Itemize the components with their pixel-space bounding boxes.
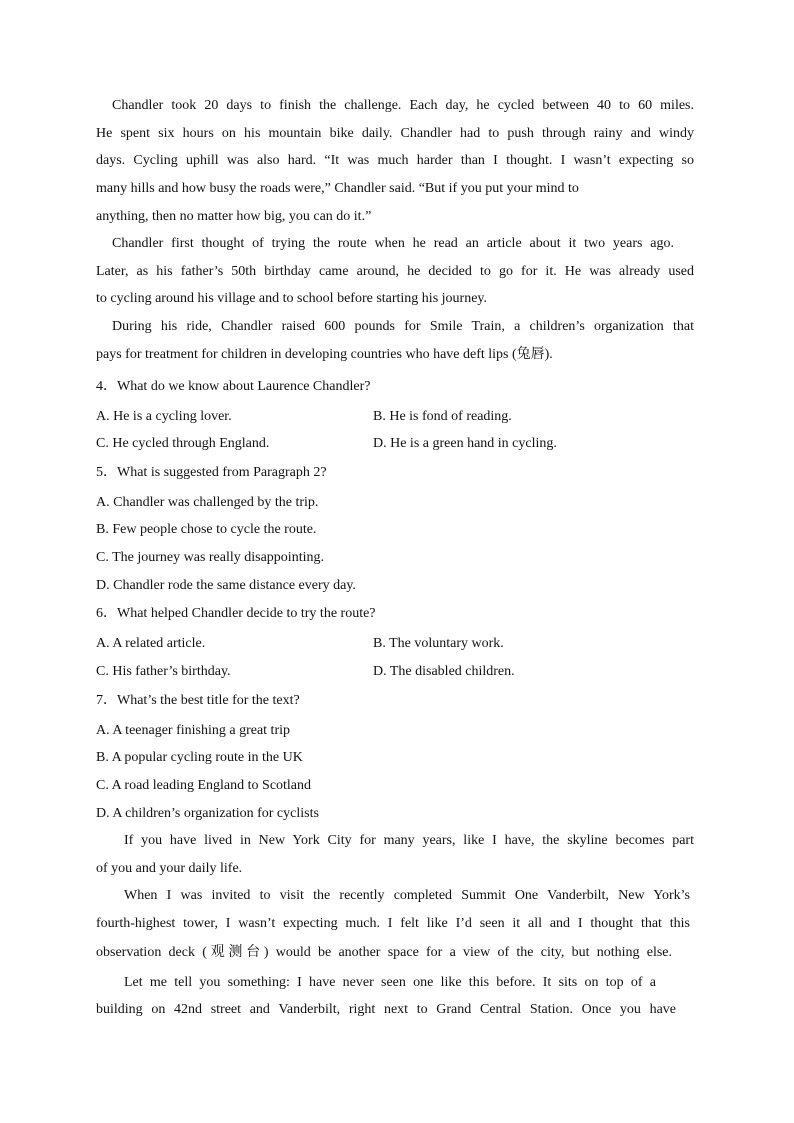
- question-4-stem: 4．What do we know about Laurence Chandler?: [96, 379, 371, 394]
- passage2-p2-line2: fourth-highest tower, I wasn’t expecting much. I felt like I’d seen it all and I thought that this: [96, 916, 690, 931]
- question-4-option-d: D. He is a green hand in cycling.: [373, 436, 557, 451]
- passage1-p3-line2: pays for treatment for children in developing countries who have deft lips (兔唇).: [96, 347, 553, 362]
- passage1-p1-line2: He spent six hours on his mountain bike daily. Chandler had to push through rainy and windy: [96, 126, 694, 141]
- question-6-option-c: C. His father’s birthday.: [96, 664, 231, 679]
- passage1-p1-line4: many hills and how busy the roads were,” Chandler said. “But if you put your mind to: [96, 181, 579, 196]
- question-5-option-d: D. Chandler rode the same distance every day.: [96, 578, 356, 593]
- passage2-p2-line1: When I was invited to visit the recently completed Summit One Vanderbilt, New York’s: [124, 888, 690, 903]
- passage1-p3-line1: During his ride, Chandler raised 600 pounds for Smile Train, a children’s organization that: [112, 319, 694, 334]
- passage2-p2-line3: observation deck (观测台) would be another space for a view of the city, but nothing else.: [96, 945, 672, 960]
- question-6-option-d: D. The disabled children.: [373, 664, 515, 679]
- question-7-option-a: A. A teenager finishing a great trip: [96, 723, 290, 738]
- passage1-p1-line3: days. Cycling uphill was also hard. “It was much harder than I thought. I wasn’t expecting so: [96, 153, 694, 168]
- passage1-p1-line1: Chandler took 20 days to finish the challenge. Each day, he cycled between 40 to 60 miles.: [112, 98, 694, 113]
- question-5-option-b: B. Few people chose to cycle the route.: [96, 522, 317, 537]
- passage2-p1-line2: of you and your daily life.: [96, 861, 243, 876]
- passage1-p2-line1: Chandler first thought of trying the route when he read an article about it two years ago.: [112, 236, 674, 251]
- passage2-p1-line1: If you have lived in New York City for many years, like I have, the skyline becomes part: [124, 833, 694, 848]
- question-5-stem: 5．What is suggested from Paragraph 2?: [96, 465, 327, 480]
- question-4-option-b: B. He is fond of reading.: [373, 409, 512, 424]
- question-6-option-a: A. A related article.: [96, 636, 206, 651]
- question-5-option-c: C. The journey was really disappointing.: [96, 550, 324, 565]
- passage1-p2-line2: Later, as his father’s 50th birthday came around, he decided to go for it. He was already used: [96, 264, 694, 279]
- question-7-stem: 7．What’s the best title for the text?: [96, 693, 300, 708]
- question-5-option-a: A. Chandler was challenged by the trip.: [96, 495, 319, 510]
- question-7-option-d: D. A children’s organization for cyclists: [96, 806, 319, 821]
- question-6-stem: 6．What helped Chandler decide to try the route?: [96, 606, 376, 621]
- question-7-option-c: C. A road leading England to Scotland: [96, 778, 312, 793]
- question-7-option-b: B. A popular cycling route in the UK: [96, 750, 303, 765]
- passage2-p3-line1: Let me tell you something: I have never seen one like this before. It sits on top of a: [124, 975, 656, 990]
- passage1-p2-line3: to cycling around his village and to school before starting his journey.: [96, 291, 488, 306]
- question-4-option-c: C. He cycled through England.: [96, 436, 270, 451]
- passage2-p3-line2: building on 42nd street and Vanderbilt, right next to Grand Central Station. Once you have: [96, 1002, 676, 1017]
- passage1-p1-line5: anything, then no matter how big, you can do it.”: [96, 209, 372, 224]
- question-6-option-b: B. The voluntary work.: [373, 636, 504, 651]
- question-4-option-a: A. He is a cycling lover.: [96, 409, 232, 424]
